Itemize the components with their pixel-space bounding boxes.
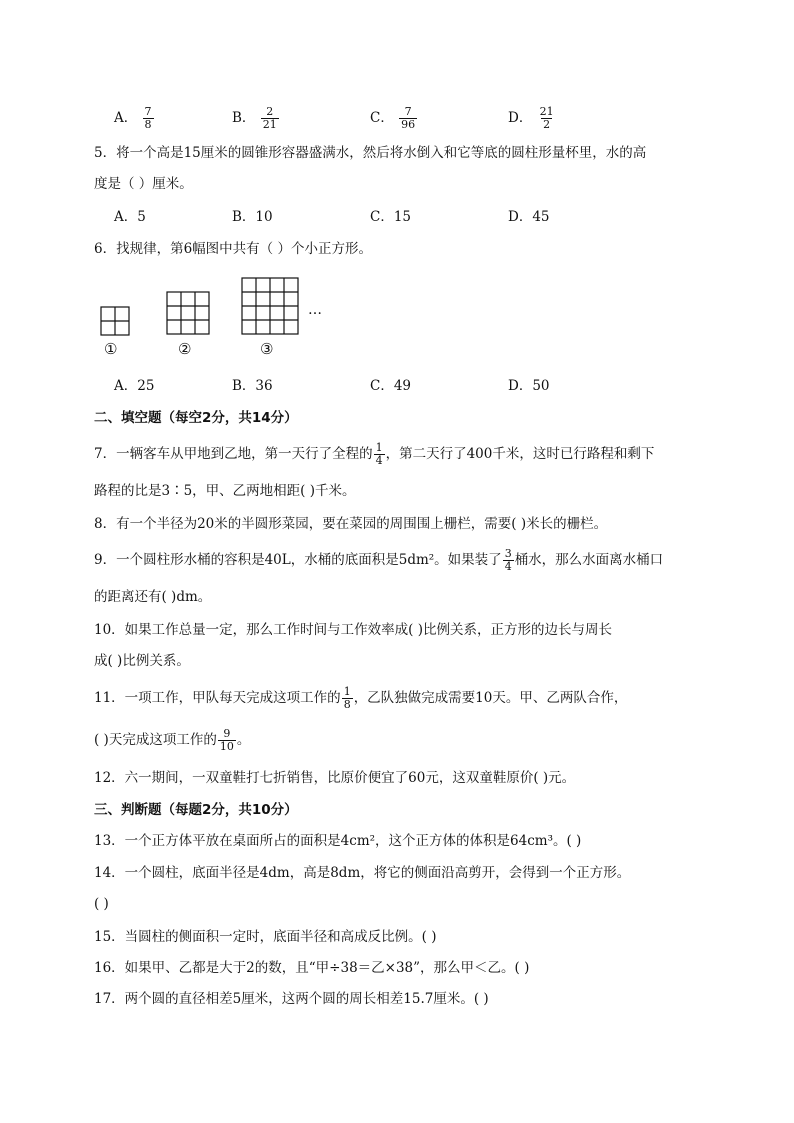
q4-option-a	[114, 106, 155, 131]
q11-line-1	[94, 684, 627, 712]
figure-label-1: ①	[104, 340, 118, 358]
q6-option-a: A．25	[114, 378, 155, 394]
q7-text-a: 7．一辆客车从甲地到乙地，第一天行了全程的	[94, 446, 373, 462]
section-heading-fill-in: 二、填空题（每空2分，共14分）	[94, 410, 298, 426]
fraction	[399, 106, 417, 131]
fraction	[143, 106, 154, 131]
denominator: 4	[504, 560, 512, 573]
q12-text: 12．六一期间，一双童鞋打七折销售，比原价便宜了60元，这双童鞋原价( )元。	[94, 770, 576, 786]
denominator: 8	[144, 118, 152, 131]
q11-text-d: 。	[236, 732, 251, 748]
option-label: D．	[508, 110, 533, 126]
q9-text-b: 桶水，那么水面离水桶口	[514, 552, 664, 568]
q6-option-c: C．49	[370, 378, 412, 394]
numerator: 21	[539, 105, 554, 118]
q15-text: 15．当圆柱的侧面积一定时，底面半径和高成反比例。( )	[94, 929, 437, 945]
q17-text: 17．两个圆的直径相差5厘米，这两个圆的周长相差15.7厘米。( )	[94, 991, 489, 1007]
q14-line-2: ( )	[94, 896, 109, 912]
q7-text-b: ，第二天行了400千米，这时已行路程和剩下	[385, 446, 655, 462]
q9-line-1	[94, 546, 663, 574]
fraction	[374, 442, 385, 467]
q11-line-2	[94, 726, 250, 754]
denominator: 21	[262, 118, 277, 131]
option-label: B．	[232, 110, 256, 126]
q5-line-2: 度是（ ）厘米。	[94, 176, 193, 192]
q5-option-c: C．15	[370, 209, 412, 225]
option-label: C．	[370, 110, 394, 126]
q7-line-2: 路程的比是3∶5，甲、乙两地相距( )千米。	[94, 483, 356, 499]
q4-option-b	[232, 106, 280, 131]
figure-label-2: ②	[178, 340, 192, 358]
grid-figure-2	[167, 292, 209, 334]
q9-line-2: 的距离还有( )dm。	[94, 589, 212, 605]
ellipsis: …	[308, 302, 322, 318]
fraction	[503, 548, 514, 573]
q11-text-b: ，乙队独做完成需要10天。甲、乙两队合作，	[353, 690, 628, 706]
fraction	[261, 106, 279, 131]
numerator: 3	[504, 547, 512, 560]
q5-line-1: 5．将一个高是15厘米的圆锥形容器盛满水，然后将水倒入和它等底的圆柱形量杯里，水的高	[94, 145, 647, 161]
q10-line-2: 成( )比例关系。	[94, 653, 190, 669]
q6-option-b: B．36	[232, 378, 273, 394]
square-grid-figures	[94, 270, 354, 360]
numerator: 7	[144, 105, 152, 118]
numerator: 9	[223, 727, 231, 740]
numerator: 1	[343, 685, 351, 698]
fraction	[538, 106, 556, 131]
q4-option-c	[370, 106, 418, 131]
numerator: 2	[266, 105, 274, 118]
grid-figure-3	[242, 278, 298, 334]
q5-option-a: A．5	[114, 209, 146, 225]
q10-line-1: 10．如果工作总量一定，那么工作时间与工作效率成( )比例关系，正方形的边长与周长	[94, 622, 613, 638]
q6-text: 6．找规律，第6幅图中共有（ ）个小正方形。	[94, 241, 372, 257]
denominator: 8	[343, 698, 351, 711]
q4-option-d	[508, 106, 557, 131]
q8-text: 8．有一个半径为20米的半圆形菜园，要在菜园的周围围上栅栏，需要( )米长的栅栏。	[94, 516, 608, 532]
denominator: 2	[543, 118, 551, 131]
q11-text-a: 11．一项工作，甲队每天完成这项工作的	[94, 690, 341, 706]
grid-figure-1	[101, 307, 129, 335]
q16-text: 16．如果甲、乙都是大于2的数，且“甲÷38＝乙×38”，那么甲＜乙。( )	[94, 960, 530, 976]
denominator: 96	[401, 118, 416, 131]
denominator: 4	[375, 454, 383, 467]
section-heading-true-false: 三、判断题（每题2分，共10分）	[94, 802, 298, 818]
numerator: 7	[404, 105, 412, 118]
q11-text-c: ( )天完成这项工作的	[94, 732, 217, 748]
numerator: 1	[375, 441, 383, 454]
option-label: A．	[114, 110, 138, 126]
q9-text-a: 9．一个圆柱形水桶的容积是40L，水桶的底面积是5dm²。如果装了	[94, 552, 502, 568]
q13-text: 13．一个正方体平放在桌面所占的面积是4cm²，这个正方体的体积是64cm³。( )	[94, 833, 582, 849]
fraction	[218, 728, 236, 753]
denominator: 10	[219, 740, 234, 753]
q5-option-b: B．10	[232, 209, 273, 225]
q14-line-1: 14．一个圆柱，底面半径是4dm，高是8dm，将它的侧面沿高剪开，会得到一个正方形。	[94, 865, 631, 881]
q5-option-d: D．45	[508, 209, 550, 225]
q7-line-1	[94, 440, 654, 468]
figure-label-3: ③	[260, 340, 274, 358]
q6-option-d: D．50	[508, 378, 550, 394]
fraction	[342, 686, 353, 711]
